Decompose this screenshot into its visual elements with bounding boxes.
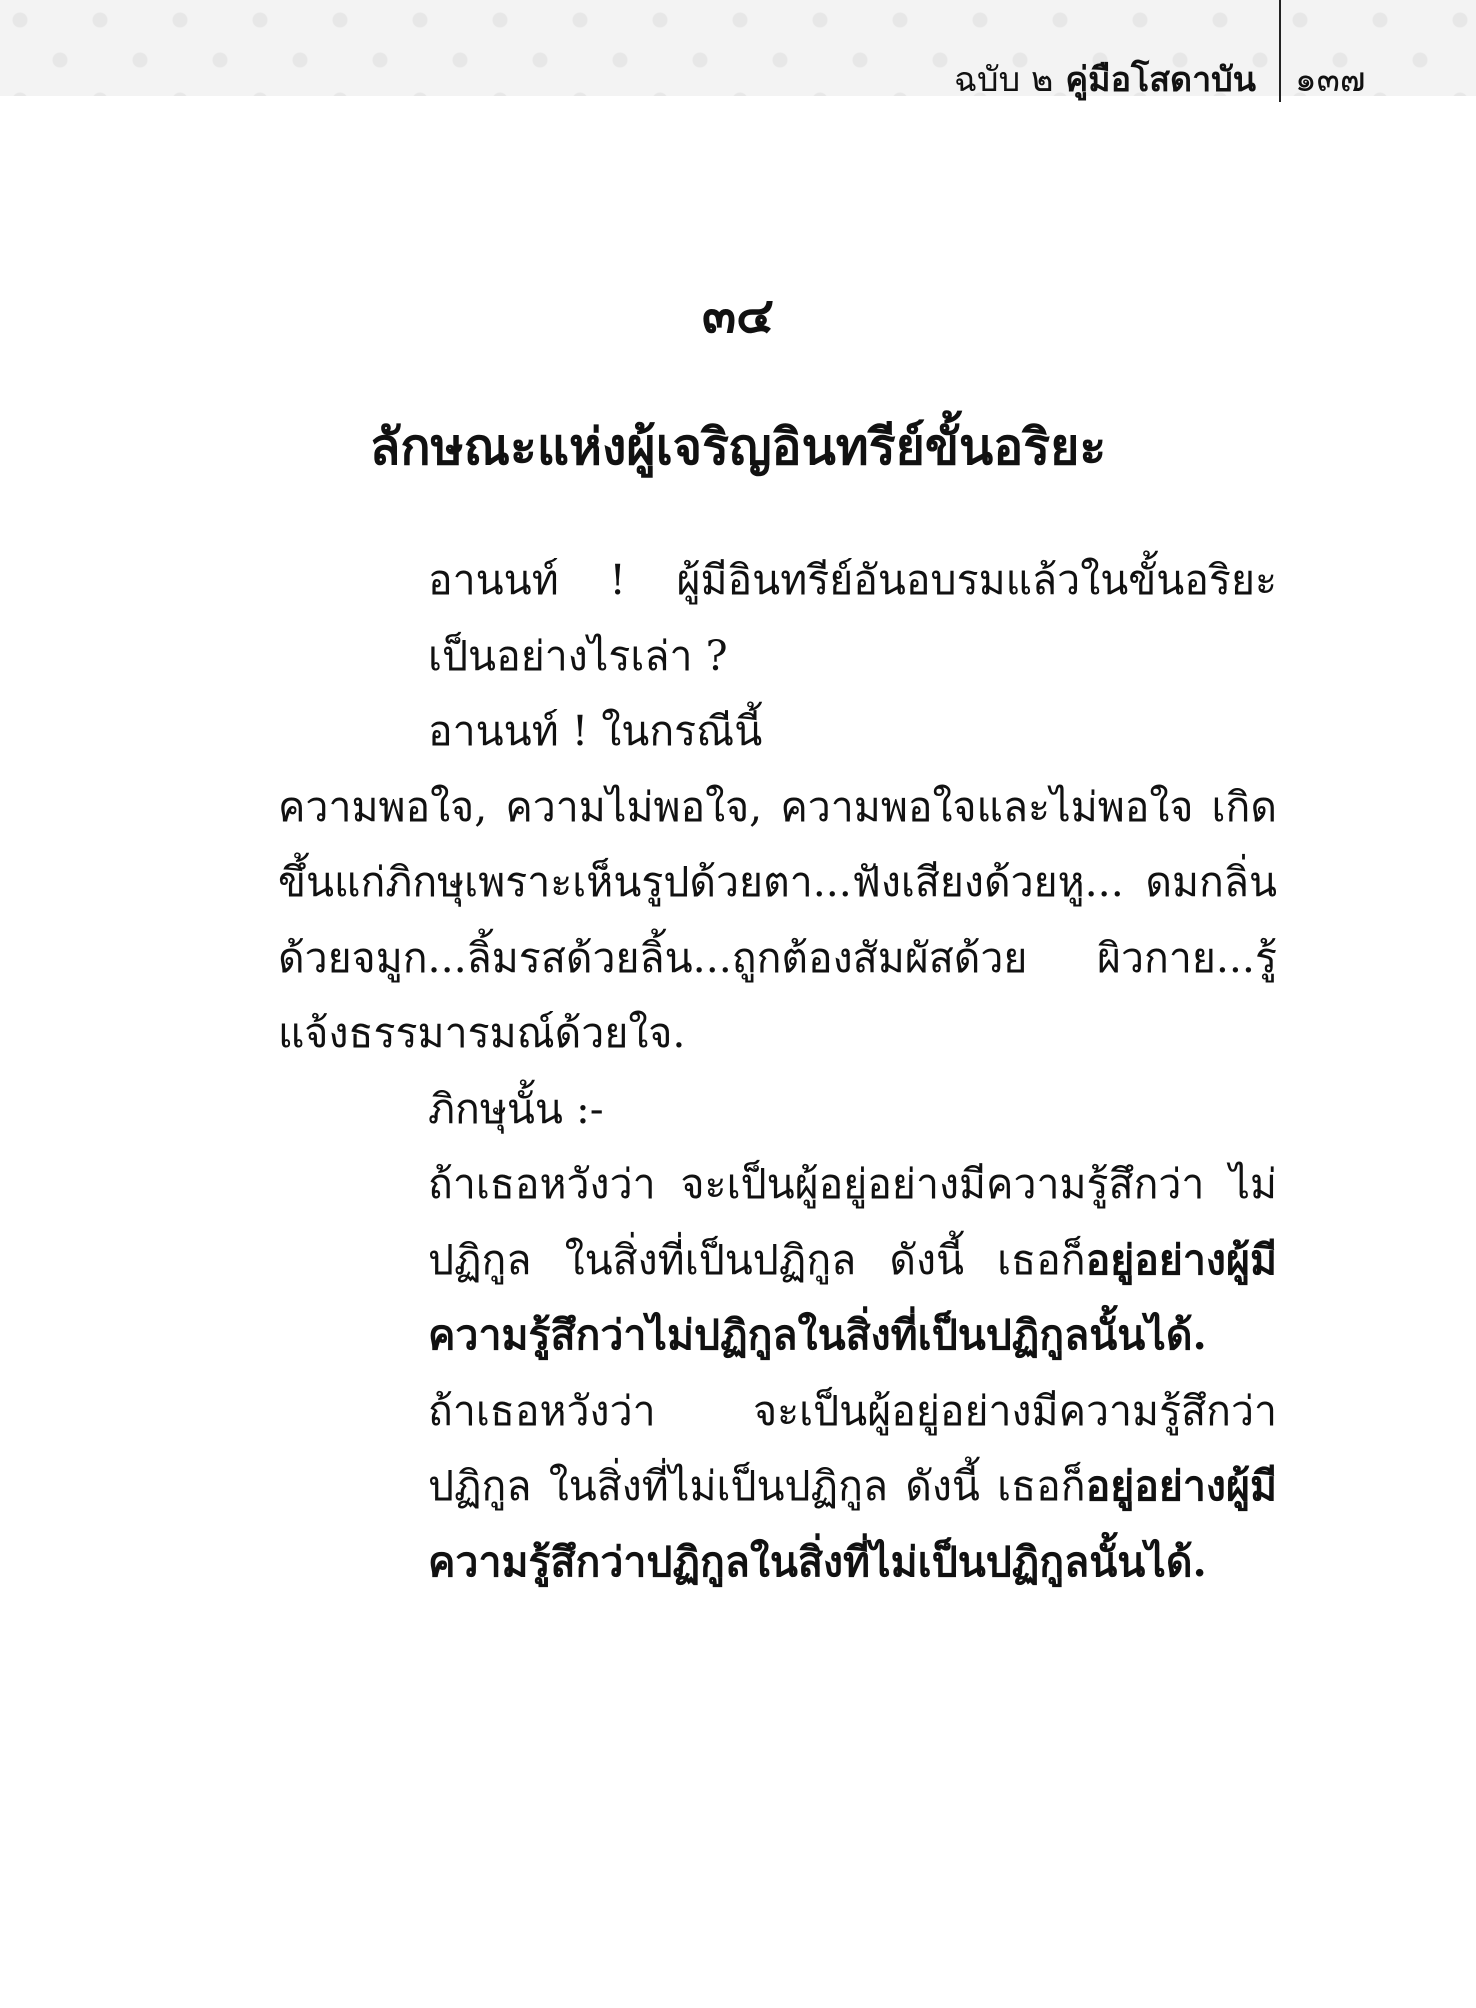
paragraph-3: ความพอใจ, ความไม่พอใจ, ความพอใจและไม่พอใจ เกิดขึ้นแก่ภิกษุเพราะเห็นรูปด้วยตา...ฟังเสียงด้วยหู... ดมกลิ่นด้วยจมูก...ลิ้มรสด้วยลิ้น...ถูกต้องสัมผัสด้วย ผิวกาย...รู้แจ้งธรรมารมณ์ด้วยใจ.: [278, 782, 1277, 1057]
book-title: คู่มือโสดาบัน: [1065, 60, 1256, 100]
edition-label: ฉบับ ๒: [953, 60, 1054, 100]
body-text: [278, 543, 1277, 1600]
paragraph-6-text: ถ้าเธอหวังว่า จะเป็นผู้อยู่อย่างมีความรู้สึกว่า ปฏิกูล ในสิ่งที่ไม่เป็นปฏิกูล ดังนี้ เธอก็: [428, 1386, 1277, 1510]
paragraph-6-bold-text: อยู่อย่างผู้มีความรู้สึกว่าปฏิกูลในสิ่งที่ไม่เป็นปฏิกูลนั้นได้.: [428, 1462, 1277, 1586]
paragraph-1: อานนท์ ! ผู้มีอินทรีย์อันอบรมแล้วในขั้นอริยะ เป็นอย่างไรเล่า ?: [428, 556, 1277, 680]
chapter-number: ๓๔: [701, 285, 775, 344]
paragraph-2: อานนท์ ! ในกรณีนี้: [428, 707, 763, 755]
chapter-title: ลักษณะแห่งผู้เจริญอินทรีย์ขั้นอริยะ: [369, 417, 1107, 476]
paragraph-5-text: ถ้าเธอหวังว่า จะเป็นผู้อยู่อย่างมีความรู้สึกว่า ไม่ปฏิกูล ในสิ่งที่เป็นปฏิกูล ดังนี้ เธอก็: [428, 1160, 1277, 1284]
paragraph-5: [278, 1147, 1277, 1374]
running-head: [954, 60, 1256, 100]
header-divider: [1279, 0, 1281, 102]
paragraph-6: [278, 1374, 1277, 1601]
paragraph-5-bold-text: อยู่อย่างผู้มีความรู้สึกว่าไม่ปฏิกูลในสิ่งที่เป็นปฏิกูลนั้นได้.: [428, 1235, 1277, 1359]
paragraph-4: ภิกษุนั้น :-: [428, 1084, 604, 1133]
page-number: ๑๓๗: [1295, 60, 1366, 100]
